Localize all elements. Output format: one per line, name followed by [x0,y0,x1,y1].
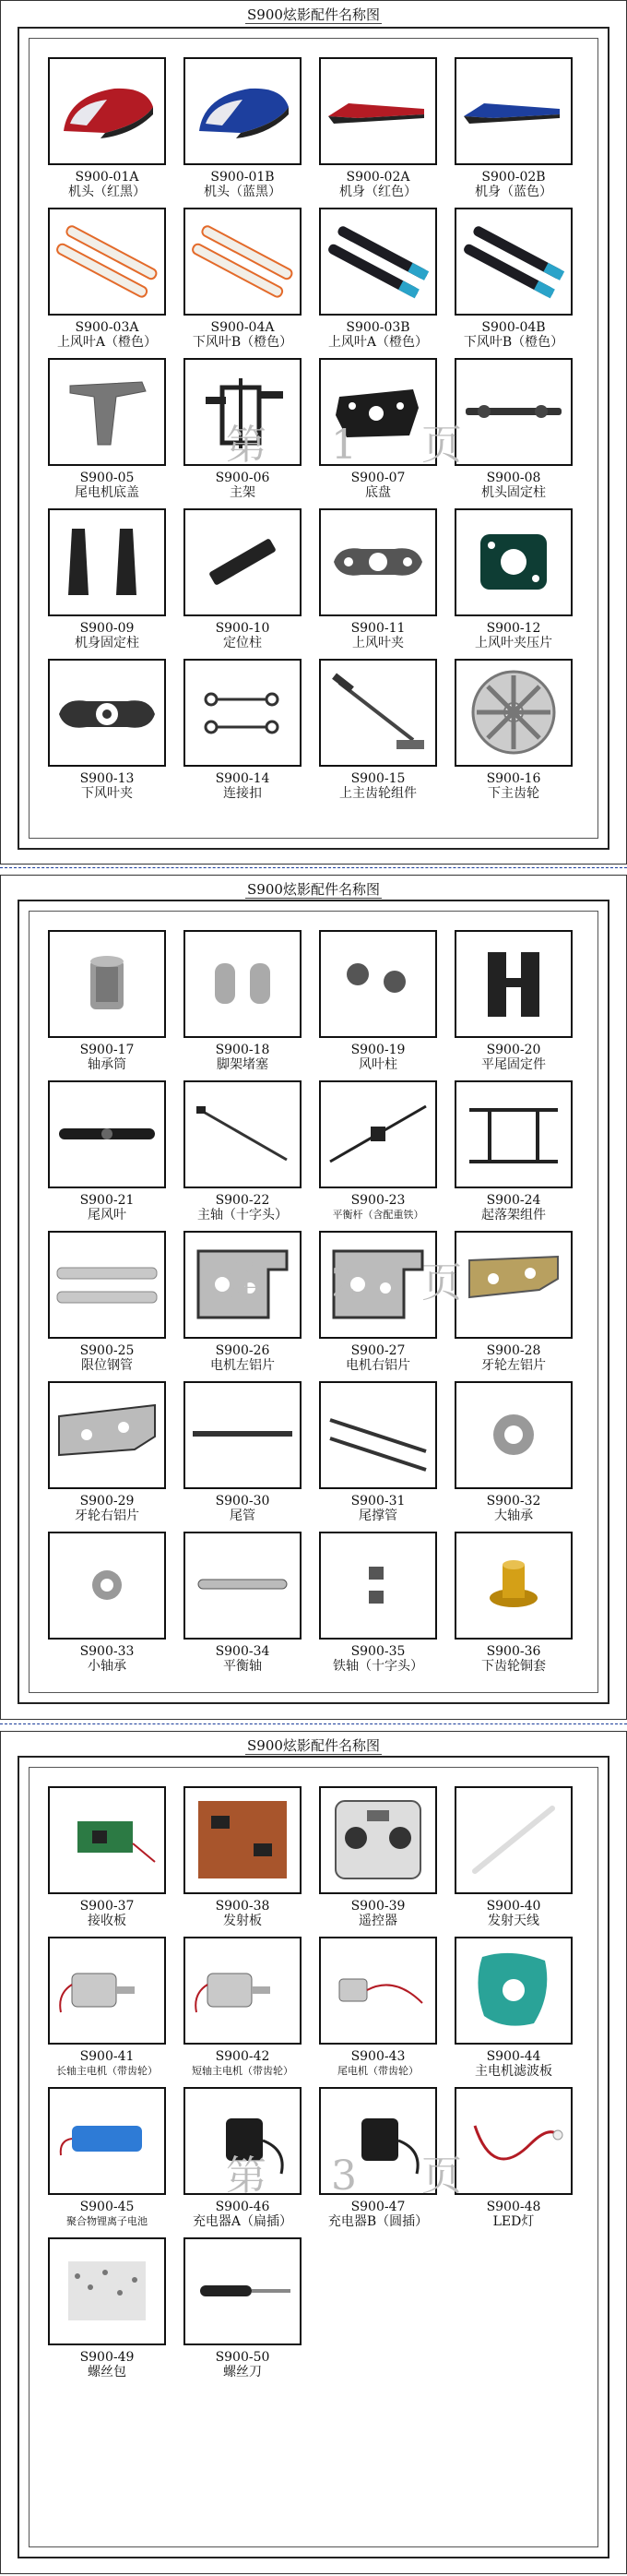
part-card [319,1786,437,1937]
alu-plate-gold-icon [456,1233,571,1337]
small-bearing-icon [50,1533,164,1638]
part-code: S900-38 [215,1899,270,1914]
parts-grid [48,57,573,809]
part-code: S900-14 [215,771,270,786]
main-gear-icon [456,661,571,765]
blade-posts-icon [321,932,435,1036]
part-card [48,2237,166,2388]
part-image-motor [48,1937,166,2045]
part-image-lower-grip [48,659,166,767]
part-image-battery [48,2087,166,2195]
part-code: S900-32 [486,1494,541,1509]
part-code: S900-15 [350,771,406,786]
part-name: 上主齿轮组件 [339,786,417,801]
part-name: 牙轮右铝片 [75,1509,139,1523]
part-image-tail-rotor [48,1080,166,1188]
part-image-motor [183,1937,302,2045]
part-name: 限位钢管 [81,1358,133,1373]
part-code: S900-22 [215,1193,270,1208]
part-name: 机身固定柱 [75,636,139,650]
page-separator [0,867,627,868]
part-name: 主架 [230,485,255,500]
part-image-tail-cover [48,358,166,466]
part-code: S900-45 [79,2200,135,2214]
part-code: S900-16 [486,771,541,786]
part-code: S900-31 [350,1494,406,1509]
part-name: 螺丝刀 [223,2365,262,2379]
part-card [48,1937,166,2087]
part-code: S900-47 [350,2200,406,2214]
part-code: S900-12 [486,621,541,636]
part-name: 充电器B（圆插） [327,2214,429,2229]
part-code: S900-28 [486,1343,541,1358]
part-code: S900-06 [215,471,270,485]
lower-grip-icon [50,661,164,765]
part-card [455,659,573,809]
part-card [319,1231,437,1381]
part-code: S900-23 [350,1193,406,1208]
part-code: S900-42 [215,2049,270,2064]
part-image-balance-shaft [183,1532,302,1640]
part-name: 铁轴（十字头） [333,1659,423,1674]
part-name: 短轴主电机（带齿轮） [192,2065,293,2077]
part-name: 机身（红色） [339,185,417,199]
part-image-alu-plate [319,1231,437,1339]
part-code: S900-13 [79,771,135,786]
part-card [319,930,437,1080]
part-image-flybar [319,1080,437,1188]
part-card [48,1786,166,1937]
part-name: LED灯 [492,2214,535,2229]
main-frame-icon [185,360,300,464]
part-card [183,2237,302,2388]
page-title: S900炫影配件名称图 [247,881,380,898]
part-card [183,1231,302,1381]
part-code: S900-35 [350,1644,406,1659]
part-name: 长轴主电机（带齿轮） [56,2065,158,2077]
part-image-screwdriver [183,2237,302,2345]
part-name: 定位柱 [223,636,262,650]
alu-plate-icon [321,1233,435,1337]
canopy-red-icon [50,59,164,163]
motor-icon [185,1938,300,2043]
part-card [319,57,437,208]
landing-gear-icon [456,1082,571,1187]
part-card [455,2087,573,2237]
part-name: 充电器A（扁插） [192,2214,293,2229]
part-image-blades-blue [455,208,573,316]
battery-icon [50,2089,164,2193]
parts-grid [48,930,573,1682]
part-image-shaft-assembly [319,659,437,767]
part-card [319,1080,437,1231]
part-name: 牙轮左铝片 [481,1358,546,1373]
tail-rotor-icon [50,1082,164,1187]
part-card [455,1381,573,1532]
part-card [455,1080,573,1231]
part-code: S900-02A [346,170,410,185]
part-code: S900-26 [215,1343,270,1358]
part-name: 发射板 [223,1914,262,1928]
blades-orange-icon [185,209,300,314]
part-code: S900-39 [350,1899,406,1914]
alu-plate-side-icon [50,1383,164,1487]
part-code: S900-24 [486,1193,541,1208]
grip-plate-icon [456,510,571,614]
part-name: 下风叶B（橙色） [463,335,564,350]
part-name: 轴承筒 [88,1057,126,1072]
part-name: 机头（蓝黑） [204,185,281,199]
part-image-main-frame [183,358,302,466]
part-card [455,1532,573,1682]
part-name: 机头固定柱 [481,485,546,500]
part-name: 上风叶A（橙色） [327,335,429,350]
part-card [183,1381,302,1532]
tail-boom-icon [185,1383,300,1487]
part-card [48,2087,166,2237]
part-name: 聚合物锂离子电池 [66,2215,148,2227]
receiver-icon [50,1788,164,1892]
blades-orange-icon [50,209,164,314]
pins-icon [321,1533,435,1638]
body-blue-icon [456,59,571,163]
part-card [48,1381,166,1532]
part-card [48,57,166,208]
parts-grid [48,1786,573,2388]
part-name: 平衡杆（含配重铁） [332,1209,424,1221]
part-image-big-bearing [455,1381,573,1489]
antenna-icon [456,1788,571,1892]
part-image-antenna [455,1786,573,1894]
watermark: 第 3 页 [226,2153,488,2200]
part-image-receiver [48,1786,166,1894]
led-icon [456,2089,571,2193]
body-red-icon [321,59,435,163]
part-image-chassis [319,358,437,466]
head-post-icon [456,360,571,464]
part-name: 上风叶夹 [352,636,404,650]
part-code: S900-49 [79,2350,135,2365]
part-image-alu-plate-gold [455,1231,573,1339]
part-name: 接收板 [88,1914,126,1928]
canopy-blue-icon [185,59,300,163]
part-code: S900-18 [215,1043,270,1057]
part-image-locating-post [183,508,302,616]
part-card [319,1937,437,2087]
part-name: 底盘 [365,485,391,500]
part-card [183,1786,302,1937]
part-code: S900-19 [350,1043,406,1057]
blades-blue-icon [321,209,435,314]
motor-icon [50,1938,164,2043]
part-name: 电机右铝片 [346,1358,410,1373]
part-code: S900-05 [79,471,135,485]
part-code: S900-29 [79,1494,135,1509]
charger-icon [185,2089,300,2193]
part-image-body-red [319,57,437,165]
part-name: 大轴承 [494,1509,533,1523]
part-image-steel-tubes [48,1231,166,1339]
part-card [183,57,302,208]
flybar-icon [321,1082,435,1187]
part-card [183,208,302,358]
part-code: S900-20 [486,1043,541,1057]
main-shaft-icon [185,1082,300,1187]
part-image-body-posts [48,508,166,616]
part-card [48,208,166,358]
part-code: S900-10 [215,621,270,636]
part-name: 机头（红黑） [68,185,146,199]
part-name: 小轴承 [88,1659,126,1674]
page-3 [0,1731,627,2574]
part-card [455,508,573,659]
part-card [183,2087,302,2237]
part-image-charger [183,2087,302,2195]
part-image-canopy-blue [183,57,302,165]
links-icon [185,661,300,765]
part-name: 上风叶夹压片 [475,636,552,650]
part-card [48,358,166,508]
part-image-charger [319,2087,437,2195]
part-code: S900-02B [481,170,546,185]
part-name: 脚架堵塞 [217,1057,268,1072]
part-code: S900-03A [75,320,139,335]
tail-fin-mount-icon [456,932,571,1036]
part-image-tail-braces [319,1381,437,1489]
part-image-small-bearing [48,1532,166,1640]
part-card [183,1937,302,2087]
page-separator [0,1723,627,1724]
part-code: S900-17 [79,1043,135,1057]
part-name: 尾电机底盖 [75,485,139,500]
part-card [319,508,437,659]
part-name: 发射天线 [488,1914,539,1928]
part-card [319,659,437,809]
page-1 [0,0,627,865]
part-card [455,57,573,208]
skid-plugs-icon [185,932,300,1036]
part-image-blades-blue [319,208,437,316]
part-card [183,1080,302,1231]
bearing-housing-icon [50,932,164,1036]
part-code: S900-01B [210,170,275,185]
part-card [183,1532,302,1682]
page-title: S900炫影配件名称图 [247,6,380,23]
watermark: 第 2 页 [226,1259,488,1306]
alu-plate-icon [185,1233,300,1337]
part-name: 遥控器 [359,1914,397,1928]
charger-icon [321,2089,435,2193]
part-name: 连接扣 [223,786,262,801]
page-frame [18,27,609,850]
part-card [455,208,573,358]
part-card [48,1080,166,1231]
part-name: 尾撑管 [359,1509,397,1523]
part-code: S900-30 [215,1494,270,1509]
part-card [455,930,573,1080]
part-code: S900-04A [210,320,275,335]
part-code: S900-44 [486,2049,541,2064]
part-image-landing-gear [455,1080,573,1188]
tail-motor-icon [321,1938,435,2043]
part-card [183,508,302,659]
screwdriver-icon [185,2239,300,2343]
page-frame [18,1756,609,2558]
part-name: 尾电机（带齿轮） [337,2065,419,2077]
part-image-grip-plate [455,508,573,616]
part-card [183,930,302,1080]
part-name: 螺丝包 [88,2365,126,2379]
part-image-alu-plate-side [48,1381,166,1489]
part-card [48,659,166,809]
part-card [319,1532,437,1682]
big-bearing-icon [456,1383,571,1487]
part-card [319,1381,437,1532]
part-card [455,1786,573,1937]
part-image-main-gear [455,659,573,767]
part-card [455,1231,573,1381]
part-name: 主轴（十字头） [197,1208,288,1222]
watermark: 第 1 页 [226,422,488,469]
part-code: S900-50 [215,2350,270,2365]
part-card [48,508,166,659]
part-image-alu-plate [183,1231,302,1339]
blades-blue-icon [456,209,571,314]
part-name: 下风叶夹 [81,786,133,801]
part-code: S900-40 [486,1899,541,1914]
part-card [48,1532,166,1682]
part-code: S900-21 [79,1193,135,1208]
part-card [183,358,302,508]
steel-tubes-icon [50,1233,164,1337]
part-image-pins [319,1532,437,1640]
chassis-icon [321,360,435,464]
part-name: 机身（蓝色） [475,185,552,199]
part-code: S900-07 [350,471,406,485]
part-image-links [183,659,302,767]
part-name: 平衡轴 [223,1659,262,1674]
shaft-assembly-icon [321,661,435,765]
part-name: 下齿轮铜套 [481,1659,546,1674]
part-code: S900-09 [79,621,135,636]
part-image-blade-posts [319,930,437,1038]
transmitter-icon [321,1788,435,1892]
part-code: S900-36 [486,1644,541,1659]
locating-post-icon [185,510,300,614]
part-card [455,1937,573,2087]
tail-braces-icon [321,1383,435,1487]
filter-board-icon [456,1938,571,2043]
part-name: 主电机滤波板 [475,2064,552,2079]
part-name: 风叶柱 [359,1057,397,1072]
part-code: S900-43 [350,2049,406,2064]
body-posts-icon [50,510,164,614]
part-image-body-blue [455,57,573,165]
part-image-blades-orange [183,208,302,316]
part-name: 平尾固定件 [481,1057,546,1072]
part-image-tail-boom [183,1381,302,1489]
brass-hub-icon [456,1533,571,1638]
part-image-upper-grip [319,508,437,616]
part-card [455,358,573,508]
part-code: S900-34 [215,1644,270,1659]
part-image-tx-board [183,1786,302,1894]
page-title: S900炫影配件名称图 [247,1737,380,1754]
part-image-blades-orange [48,208,166,316]
part-image-skid-plugs [183,930,302,1038]
part-card [48,1231,166,1381]
tail-cover-icon [50,360,164,464]
upper-grip-icon [321,510,435,614]
part-name: 下主齿轮 [488,786,539,801]
part-code: S900-37 [79,1899,135,1914]
part-name: 尾管 [230,1509,255,1523]
part-name: 尾风叶 [88,1208,126,1222]
part-name: 上风叶A（橙色） [56,335,158,350]
page-frame [18,900,609,1704]
part-card [319,358,437,508]
part-code: S900-48 [486,2200,541,2214]
page-2 [0,875,627,1720]
part-image-bearing-housing [48,930,166,1038]
part-name: 起落架组件 [481,1208,546,1222]
part-name: 电机左铝片 [210,1358,275,1373]
part-card [183,659,302,809]
part-name: 下风叶B（橙色） [192,335,293,350]
part-image-filter-board [455,1937,573,2045]
part-image-led [455,2087,573,2195]
part-image-tail-motor [319,1937,437,2045]
part-code: S900-03B [346,320,410,335]
part-image-tail-fin-mount [455,930,573,1038]
part-card [48,930,166,1080]
screws-icon [50,2239,164,2343]
part-code: S900-41 [79,2049,135,2064]
part-image-screws [48,2237,166,2345]
part-image-canopy-red [48,57,166,165]
part-code: S900-46 [215,2200,270,2214]
part-code: S900-11 [350,621,406,636]
balance-shaft-icon [185,1533,300,1638]
part-code: S900-01A [75,170,139,185]
part-card [319,2087,437,2237]
part-code: S900-04B [481,320,546,335]
part-image-brass-hub [455,1532,573,1640]
part-code: S900-25 [79,1343,135,1358]
part-code: S900-27 [350,1343,406,1358]
part-image-head-post [455,358,573,466]
part-image-transmitter [319,1786,437,1894]
tx-board-icon [185,1788,300,1892]
part-image-main-shaft [183,1080,302,1188]
part-card [319,208,437,358]
part-code: S900-33 [79,1644,135,1659]
part-code: S900-08 [486,471,541,485]
